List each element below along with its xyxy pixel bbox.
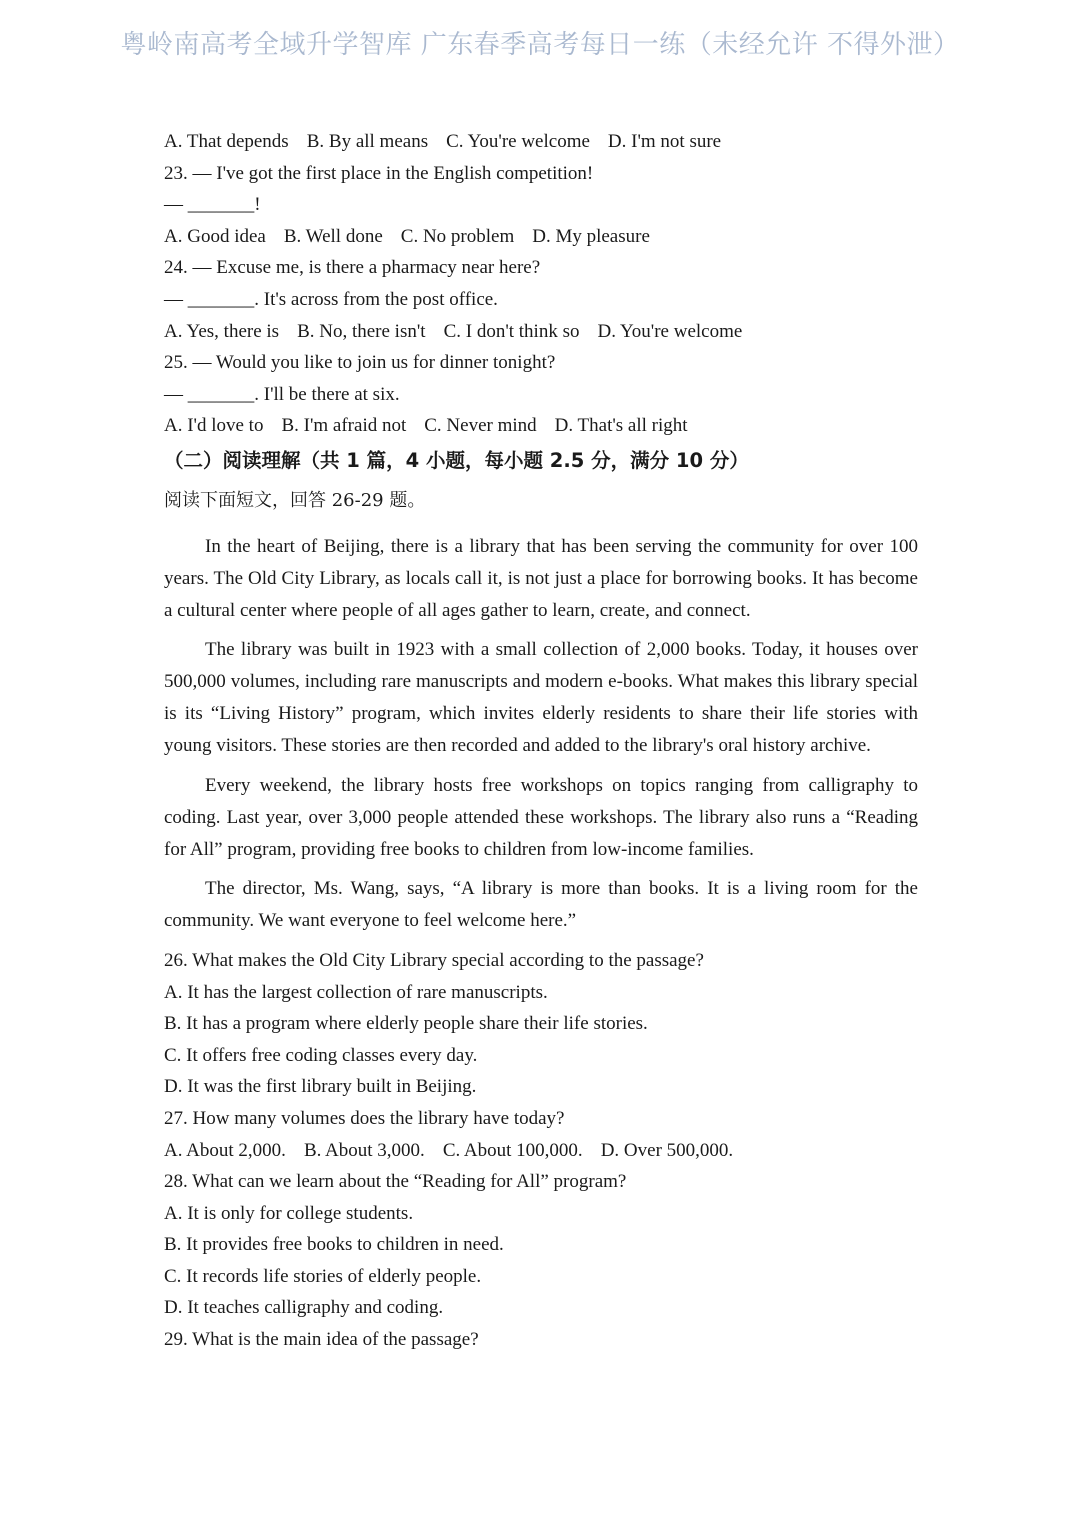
q26-option-b: B. It has a program where elderly people share their life stories.	[164, 1013, 648, 1035]
q24-option-b: B. No, there isn't	[297, 320, 426, 342]
q24-option-d: D. You're welcome	[597, 320, 743, 342]
q24-options	[164, 316, 918, 348]
q24-reply: — _______. It's across from the post office.	[164, 288, 498, 310]
q27-option-b: B. About 3,000.	[303, 1139, 425, 1161]
q29-stem: 29. What is the main idea of the passage?	[164, 1329, 479, 1351]
q26	[164, 945, 918, 1103]
q28-option-c: C. It records life stories of elderly people.	[164, 1265, 482, 1287]
document-body	[164, 126, 918, 1356]
q22-option-c: C. You're welcome	[446, 131, 590, 152]
q26-option-d: D. It was the first library built in Beijing.	[164, 1076, 477, 1098]
q28-option-d: D. It teaches calligraphy and coding.	[164, 1297, 444, 1319]
watermark-header: 粤岭南高考全域升学智库 广东春季高考每日一练（未经允许 不得外泄）	[120, 30, 960, 60]
q25-option-d: D. That's all right	[554, 415, 688, 437]
q25-reply: — _______. I'll be there at six.	[164, 383, 400, 405]
q23-option-b: B. Well done	[283, 225, 383, 247]
q26-option-c: C. It offers free coding classes every day.	[164, 1044, 478, 1066]
q25-stem: 25. — Would you like to join us for dinner tonight?	[164, 352, 556, 374]
q26-option-a: A. It has the largest collection of rare manuscripts.	[164, 981, 548, 1003]
q28-option-a: A. It is only for college students.	[164, 1202, 414, 1224]
passage-paragraph-3: Every weekend, the library hosts free workshops on topics ranging from calligraphy to coding. Last year, over 3,000 people attended these workshops. The library also runs a “Reading for All” program, providing free books to children from low-income families.	[164, 774, 918, 860]
q24-option-a: A. Yes, there is	[164, 320, 280, 342]
q27-option-a: A. About 2,000.	[164, 1139, 286, 1161]
q23-reply: — _______!	[164, 194, 261, 216]
passage-paragraph-4: The director, Ms. Wang, says, “A library is more than books. It is a living room for the community. We want everyone to feel welcome here.”	[164, 878, 918, 932]
q23-options	[164, 221, 918, 253]
q26-stem: 26. What makes the Old City Library special according to the passage?	[164, 949, 704, 971]
passage-paragraph-1: In the heart of Beijing, there is a library that has been serving the community for over 100 years. The Old City Library, as locals call it, is not just a place for borrowing books. It has become a cultural center where people of all ages gather to learn, create, and connect.	[164, 535, 918, 621]
q22-options	[164, 126, 918, 158]
q27-options	[164, 1135, 918, 1167]
q24-stem: 24. — Excuse me, is there a pharmacy near here?	[164, 257, 541, 279]
q28-stem: 28. What can we learn about the “Reading for All” program?	[164, 1171, 627, 1193]
section-title: （二）阅读理解（共 1 篇，4 小题，每小题 2.5 分，满分 10 分）	[164, 448, 749, 472]
q22-option-a: A. That depends	[164, 131, 289, 152]
q22-option-b: B. By all means	[306, 131, 429, 152]
q23-option-d: D. My pleasure	[532, 225, 650, 247]
q22-option-d: D. I'm not sure	[607, 131, 722, 152]
passage-paragraph-2: The library was built in 1923 with a small collection of 2,000 books. Today, it houses over 500,000 volumes, including rare manuscripts and modern e-books. What makes this library special is its “Living History” program, which invites elderly residents to share their life stories with young visitors. These stories are then recorded and added to the library's oral history archive.	[164, 639, 918, 757]
q23-stem: 23. — I've got the first place in the English competition!	[164, 162, 594, 184]
q27-stem: 27. How many volumes does the library have today?	[164, 1107, 565, 1129]
q25-option-b: B. I'm afraid not	[281, 415, 407, 437]
q28-option-b: B. It provides free books to children in need.	[164, 1234, 504, 1256]
q23-option-c: C. No problem	[400, 225, 515, 247]
q25-option-a: A. I'd love to	[164, 415, 264, 437]
q24-option-c: C. I don't think so	[443, 320, 580, 342]
q27-option-d: D. Over 500,000.	[600, 1139, 734, 1161]
q27-option-c: C. About 100,000.	[442, 1139, 583, 1161]
q23-option-a: A. Good idea	[164, 225, 266, 247]
q25-options	[164, 410, 918, 442]
q25-option-c: C. Never mind	[424, 415, 537, 437]
section-instruction: 阅读下面短文，回答 26-29 题。	[164, 489, 426, 511]
